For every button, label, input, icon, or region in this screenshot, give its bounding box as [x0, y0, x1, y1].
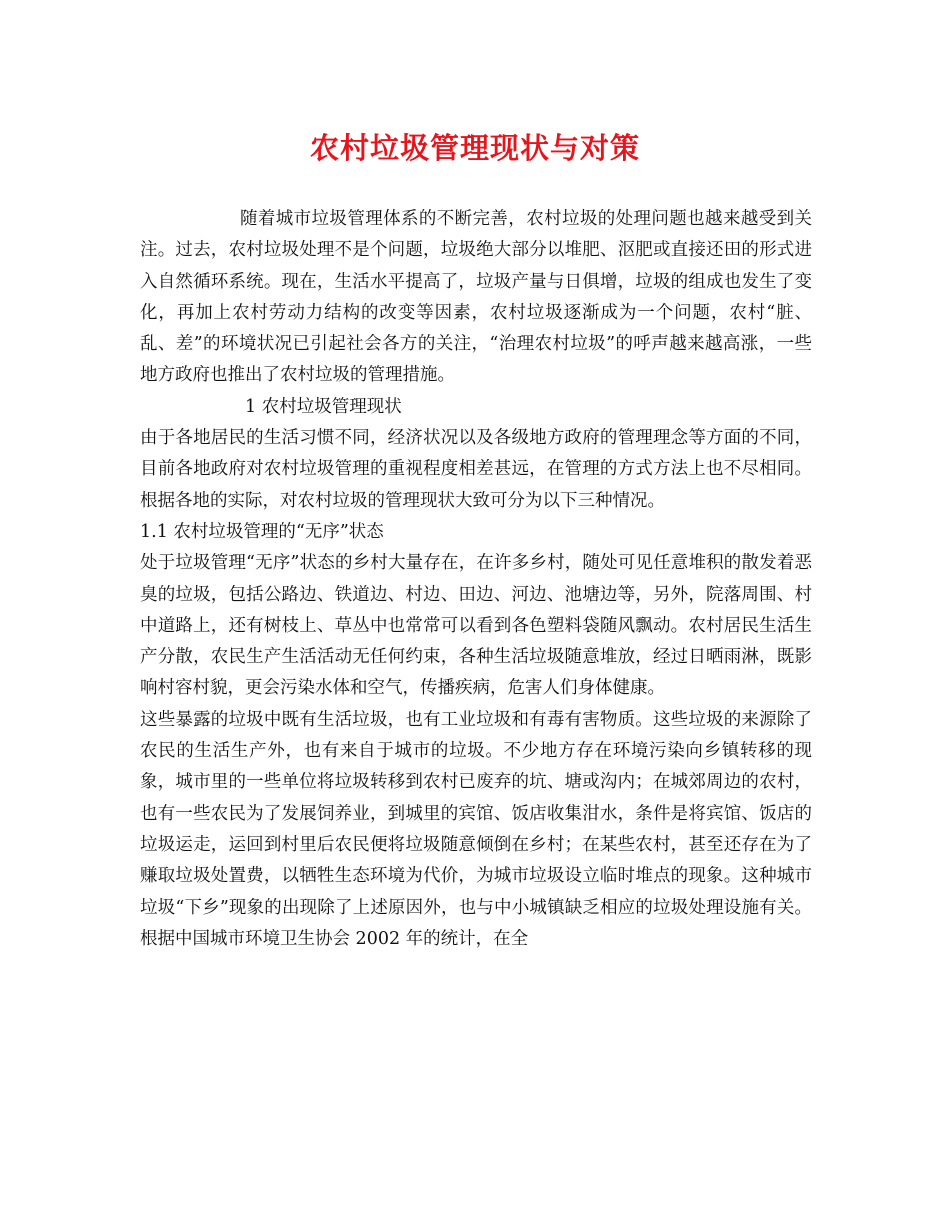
- section-heading-1: 1 农村垃圾管理现状: [245, 396, 402, 417]
- subsection-1-1-paragraph-2: 这些暴露的垃圾中既有生活垃圾，也有工业垃圾和有毒有害物质。这些垃圾的来源除了农民的生活生产外，也有来自于城市的垃圾。不少地方存在环境污染向乡镇转移的现象，城市里的一些单位将垃圾转移到农村已废弃的坑、塘或沟内；在城郊周边的农村，也有一些农民为了发展饲养业，到城里的宾馆、饭店收集泔水，条件是将宾馆、饭店的垃圾运走，运回到村里后农民便将垃圾随意倾倒在乡村；在某些农村，甚至还存在为了赚取垃圾处置费，以牺牲生态环境为代价，为城市垃圾设立临时堆点的现象。这种城市垃圾“下乡”现象的出现除了上述原因外，也与中小城镇缺乏相应的垃圾处理设施有关。根据中国城市环境卫生协会 2002 年的统计，在全: [140, 709, 812, 949]
- intro-paragraph: 随着城市垃圾管理体系的不断完善，农村垃圾的处理问题也越来越受到关注。过去，农村垃圾处理不是个问题，垃圾绝大部分以堆肥、沤肥或直接还田的形式进入自然循环系统。现在，生活水平提高了，垃圾产量与日俱增，垃圾的组成也发生了变化，再加上农村劳动力结构的改变等因素，农村垃圾逐渐成为一个问题，农村“脏、乱、差”的环境状况已引起社会各方的关注，“治理农村垃圾”的呼声越来越高涨，一些地方政府也推出了农村垃圾的管理措施。: [140, 209, 812, 386]
- subsection-1-1-paragraph-1: 处于垃圾管理“无序”状态的乡村大量存在，在许多乡村，随处可见任意堆积的散发着恶臭的垃圾，包括公路边、铁道边、村边、田边、河边、池塘边等，另外，院落周围、村中道路上，还有树枝上、草丛中也常常可以看到各色塑料袋随风飘动。农村居民生活生产分散，农民生产生活活动无任何约束，各种生活垃圾随意堆放，经过日晒雨淋，既影响村容村貌，更会污染水体和空气，传播疾病，危害人们身体健康。: [140, 553, 812, 699]
- document-title: 农村垃圾管理现状与对策: [309, 131, 640, 165]
- document-body: [140, 204, 812, 955]
- subsection-heading-1-1: 1.1 农村垃圾管理的“无序”状态: [140, 521, 384, 542]
- section-1-paragraph: 由于各地居民的生活习惯不同，经济状况以及各级地方政府的管理理念等方面的不同，目前各地政府对农村垃圾管理的重视程度相差甚远，在管理的方式方法上也不尽相同。根据各地的实际，对农村垃圾的管理现状大致可分为以下三种情况。: [140, 428, 812, 511]
